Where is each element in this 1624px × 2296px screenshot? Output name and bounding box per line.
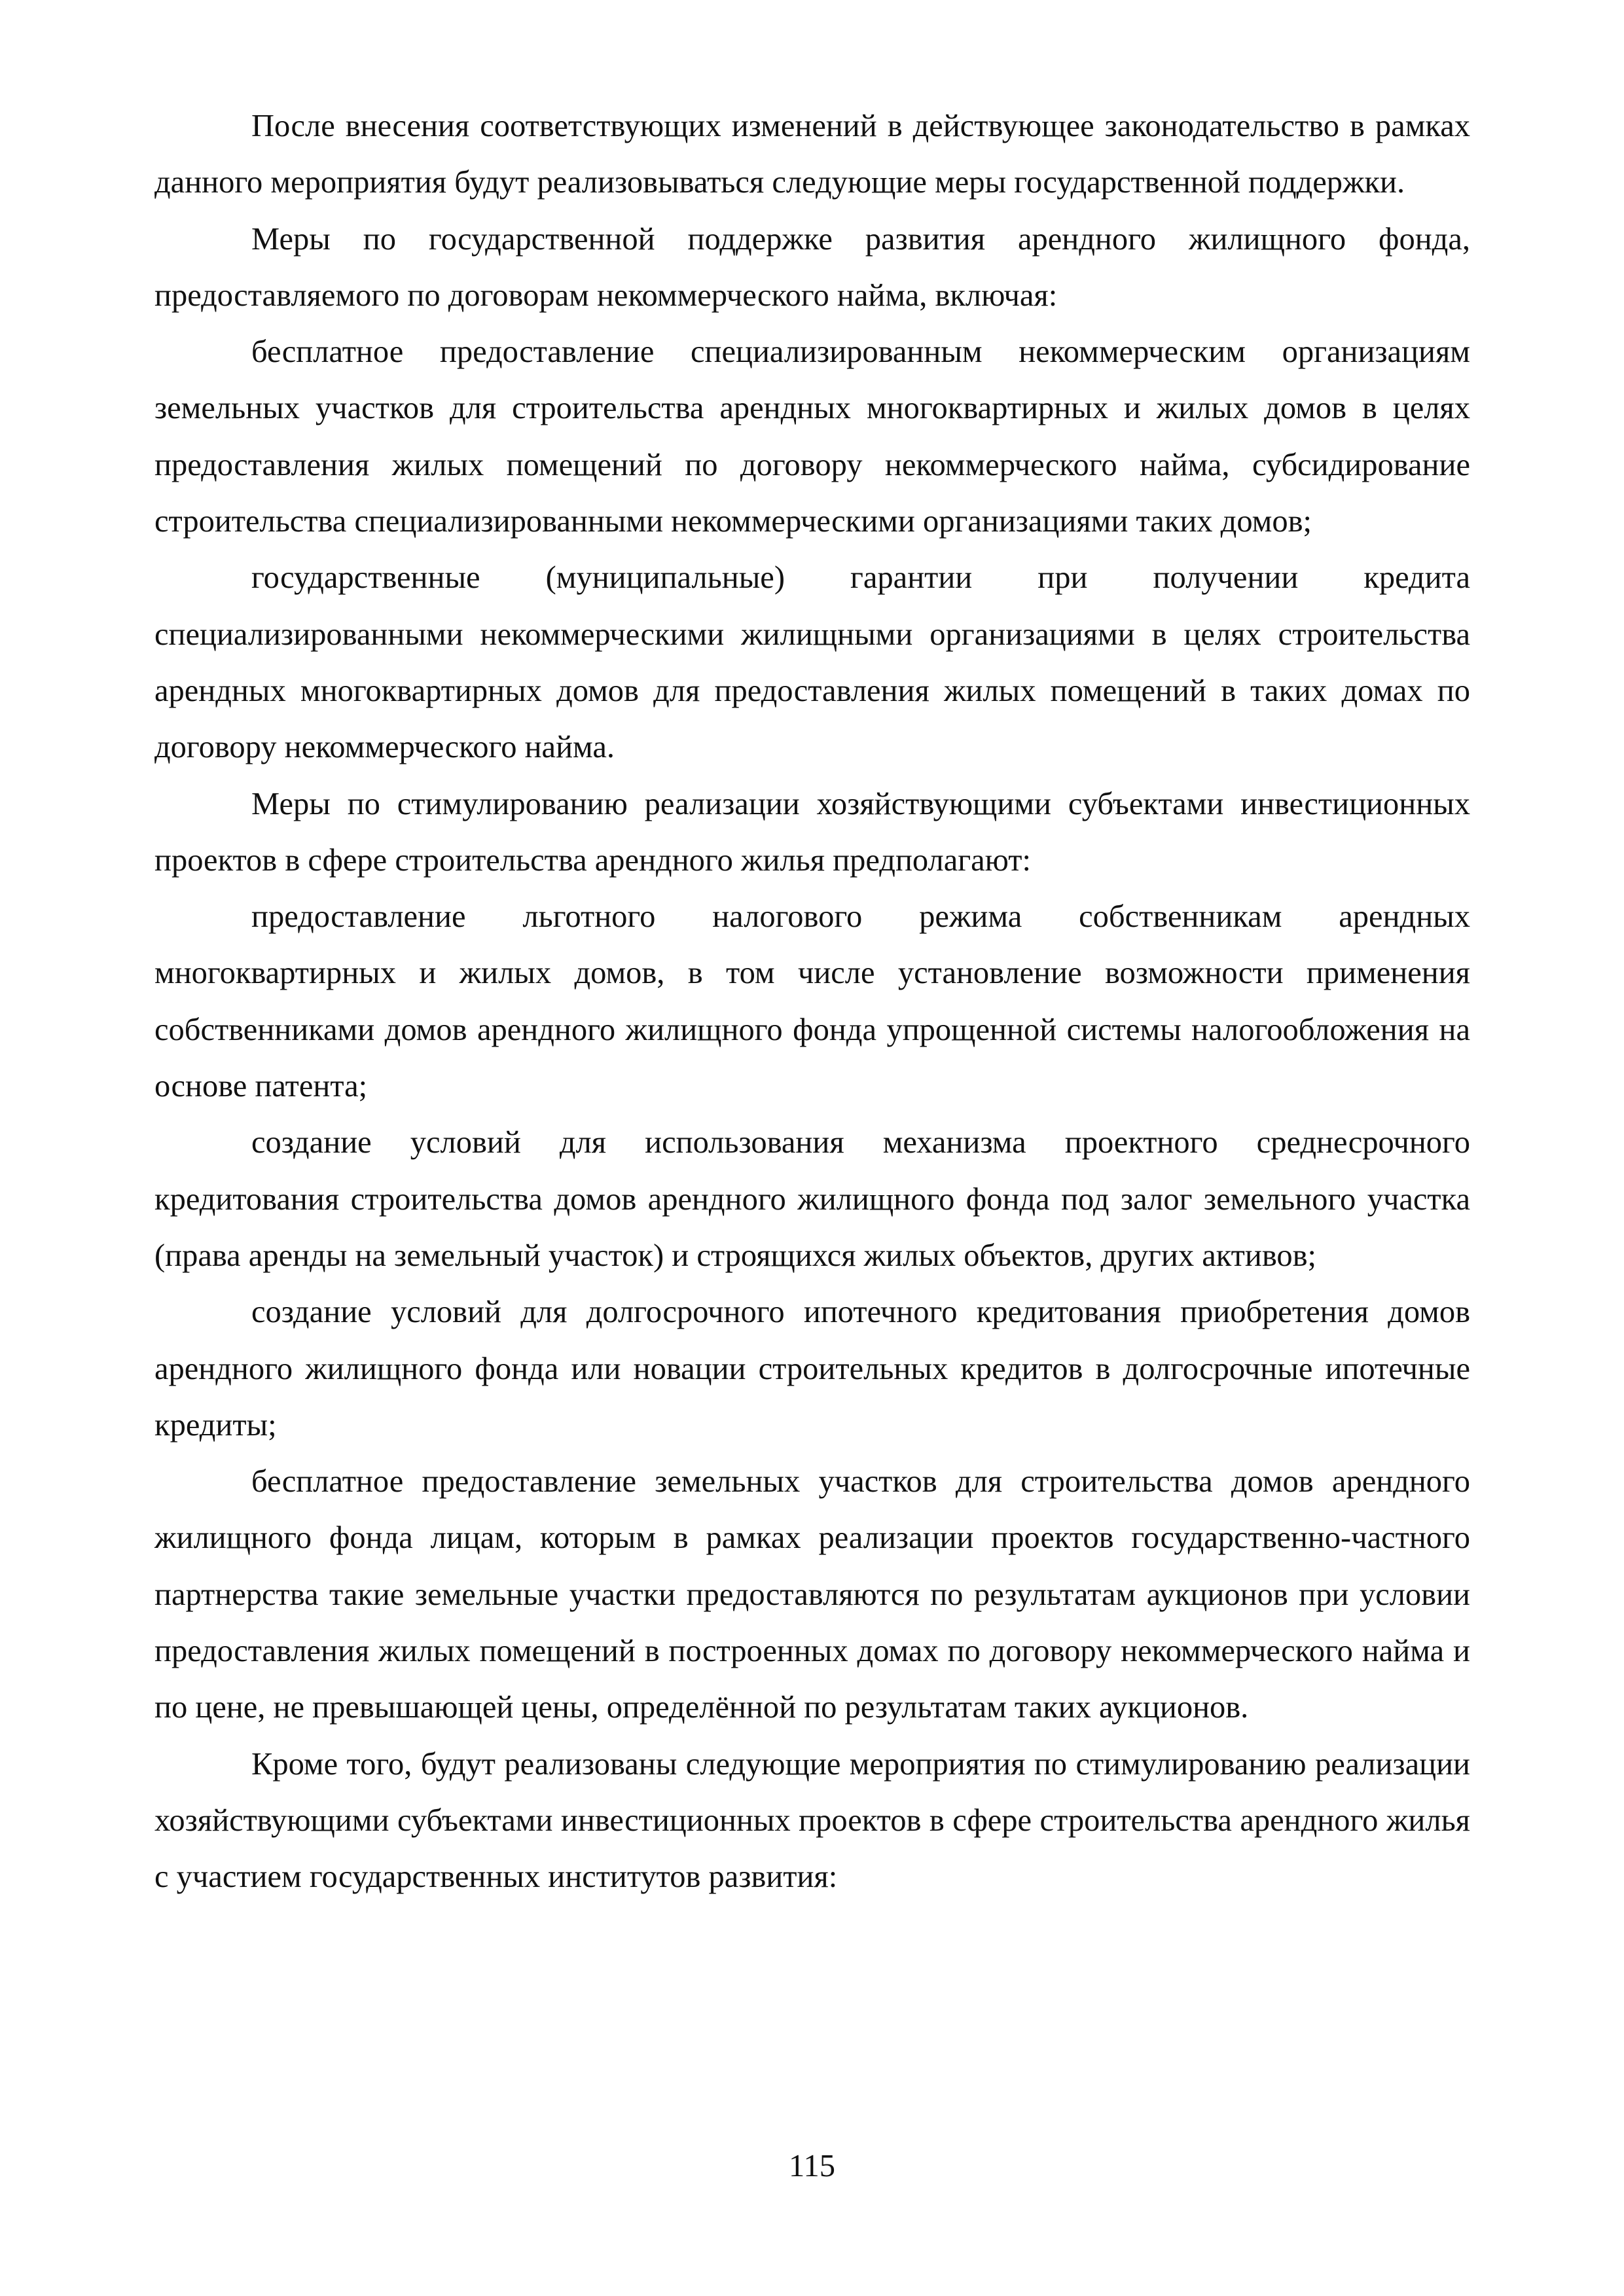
document-page bbox=[154, 98, 1470, 1906]
paragraph-project-crediting: создание условий для использования механизма проектного среднесрочного кредитования строительства домов арендного жилищного фонда под залог земельного участка (права аренды на земельный участок) и строящихся жилых объектов, других активов; bbox=[154, 1125, 1470, 1273]
paragraph-rental-fund-support: Меры по государственной поддержке развития арендного жилищного фонда, предоставляемого по договорам некоммерческого найма, включая: bbox=[154, 221, 1470, 313]
paragraph-public-private-partnership: бесплатное предоставление земельных участков для строительства домов арендного жилищного фонда лицам, которым в рамках реализации проектов государственно-частного партнерства такие земельные участки предоставляются по результатам аукционов при условии предоставления жилых помещений в построенных домах по договору некоммерческого найма и по цене, не превышающей цены, определённой по результатам таких аукционов. bbox=[154, 1464, 1470, 1725]
paragraph-development-institutions: Кроме того, будут реализованы следующие мероприятия по стимулированию реализации хозяйствующими субъектами инвестиционных проектов в сфере строительства арендного жилья с участием государственных институтов развития: bbox=[154, 1746, 1470, 1895]
paragraph-mortgage-crediting: создание условий для долгосрочного ипотечного кредитования приобретения домов арендного жилищного фонда или новации строительных кредитов в долгосрочные ипотечные кредиты; bbox=[154, 1295, 1470, 1443]
paragraph-investment-stimulation: Меры по стимулированию реализации хозяйствующими субъектами инвестиционных проектов в сфере строительства арендного жилья предполагают: bbox=[154, 786, 1470, 878]
paragraph-state-guarantees: государственные (муниципальные) гарантии при получении кредита специализированными некоммерческими жилищными организациями в целях строительства арендных многоквартирных домов для предоставления жилых помещений в таких домах по договору некоммерческого найма. bbox=[154, 560, 1470, 765]
paragraph-tax-regime: предоставление льготного налогового режима собственникам арендных многоквартирных и жилых домов, в том числе установление возможности применения собственниками домов арендного жилищного фонда упрощенной системы налогообложения на основе патента; bbox=[154, 899, 1470, 1104]
page-number: 115 bbox=[789, 2149, 835, 2183]
paragraph-free-land-provision: бесплатное предоставление специализированным некоммерческим организациям земельных участков для строительства арендных многоквартирных и жилых домов в целях предоставления жилых помещений по договору некоммерческого найма, субсидирование строительства специализированными некоммерческими организациями таких домов; bbox=[154, 334, 1470, 539]
paragraph-legislation-changes: После внесения соответствующих изменений в действующее законодательство в рамках данного мероприятия будут реализовываться следующие меры государственной поддержки. bbox=[154, 109, 1470, 200]
